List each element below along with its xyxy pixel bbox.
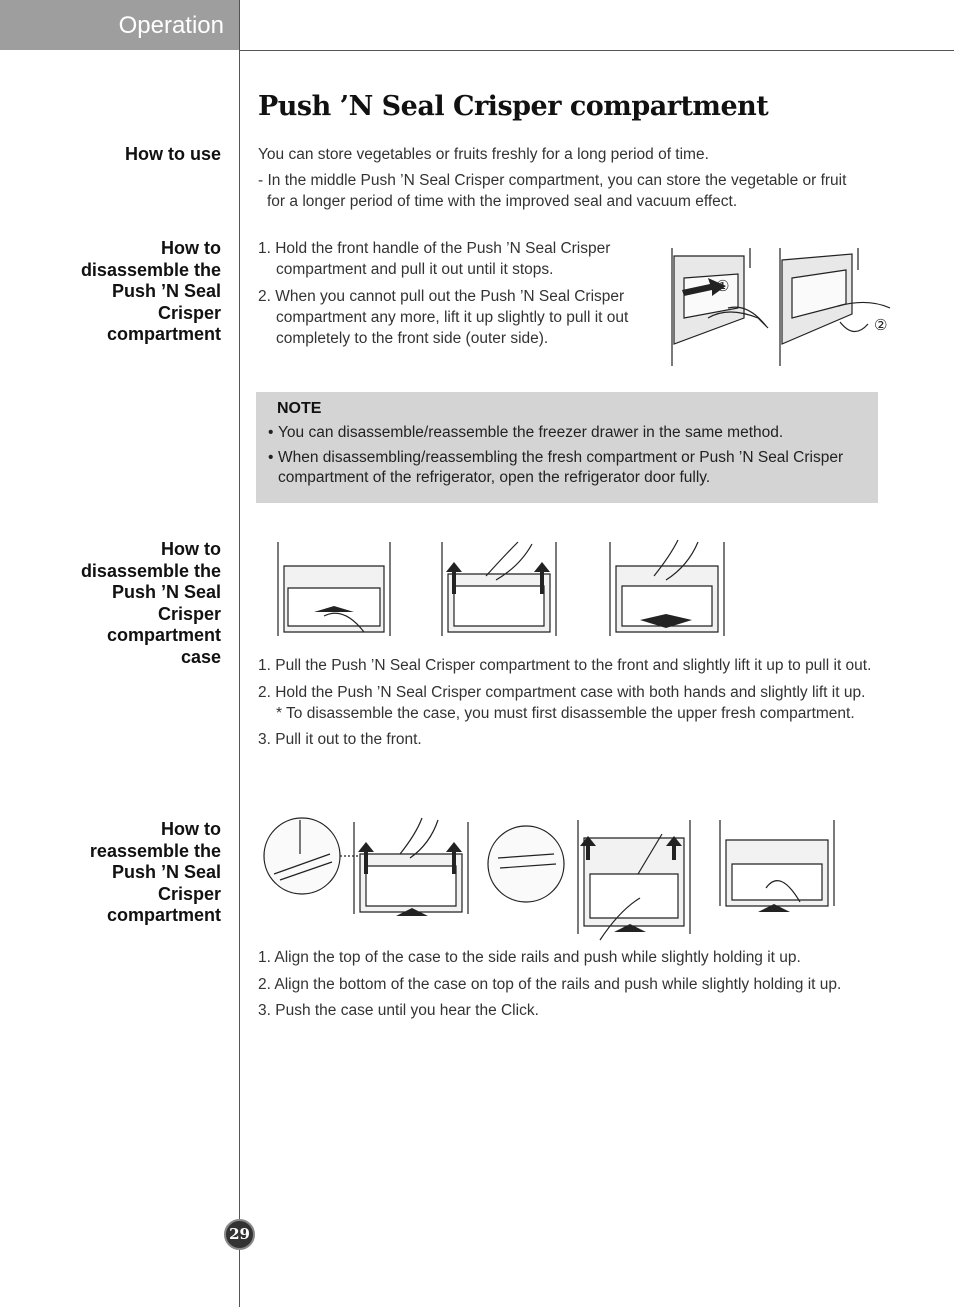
note-title: NOTE [277,400,322,417]
disassemble-steps [258,238,648,349]
label-line: reassemble the [89,840,221,861]
section-title: Operation [118,12,224,39]
case-steps [258,655,898,750]
label-line: compartment [106,625,221,645]
label-line: compartment [106,324,221,344]
step-note: * To disassemble the case, you must first disassemble the upper fresh compartment. [276,705,855,722]
margin-divider [239,0,240,1307]
step-item: 1. Pull the Push ’N Seal Crisper compartment to the front and slightly lift it up to pull it out. [258,657,872,674]
label-line: case [180,646,221,667]
label-disassemble-case [81,539,221,668]
label-line: compartment [106,905,221,925]
step-item: 1. Align the top of the case to the side rails and push while slightly holding it up. [258,949,801,966]
note-item [268,448,858,488]
label-disassemble [81,238,221,346]
note-item [268,423,858,443]
step-item: 2. Hold the Push ’N Seal Crisper compartment case with both hands and slightly lift it up. [258,684,866,701]
how-to-use-intro: You can store vegetables or fruits freshly for a long period of time. [258,146,709,163]
reassemble-steps [258,947,898,1021]
step-item: 2. When you cannot pull out the Push ’N Seal Crisper compartment any more, lift it up slightly to pull it out completely to the front side (outer side). [258,288,629,347]
label-line: disassemble the [80,560,221,581]
label-line: How to [161,819,221,839]
step-marker-2: ② [874,316,888,334]
label-line: Push ’N Seal [111,281,221,301]
label-line: Push ’N Seal [111,862,221,882]
section-header-tab [0,0,239,50]
label-line: How to [161,539,221,559]
label-line: Push ’N Seal [111,582,221,602]
step-marker-1: ① [716,277,730,295]
label-reassemble [90,819,221,927]
label-line: Crisper [157,603,221,624]
step-item: 2. Align the bottom of the case on top of the rails and push while slightly holding it up. [258,976,842,993]
step-item: 1. Hold the front handle of the Push ’N Seal Crisper compartment and pull it out until it stops. [258,240,611,278]
label-line: Crisper [157,302,221,323]
crisper-pull-out-illustration [668,248,898,368]
case-removal-illustration [274,536,734,640]
step-item: 3. Pull it out to the front. [258,731,422,748]
note-box [256,392,878,503]
bullet-icon: • [268,424,274,441]
page-number-badge: 29 [224,1219,255,1250]
header-rule [239,50,954,51]
page-title: Push ’N Seal Crisper compartment [258,91,769,122]
note-text: You can disassemble/reassemble the freezer drawer in the same method. [278,424,784,441]
step-item: 3. Push the case until you hear the Click. [258,1002,539,1019]
label-line: How to [161,238,221,258]
note-text: When disassembling/reassembling the fresh compartment or Push ’N Seal Crisper compartment of the refrigerator, open the refrigerator door fully. [278,449,844,486]
label-how-to-use: How to use [124,144,221,164]
how-to-use-body [258,144,858,212]
label-line: Crisper [157,883,221,904]
label-line: disassemble the [80,259,221,280]
reassembly-illustration [260,814,840,944]
how-to-use-detail: - In the middle Push ’N Seal Crisper compartment, you can store the vegetable or fruit for a longer period of time with the improved seal and vacuum effect. [258,172,847,210]
bullet-icon: • [268,449,274,466]
